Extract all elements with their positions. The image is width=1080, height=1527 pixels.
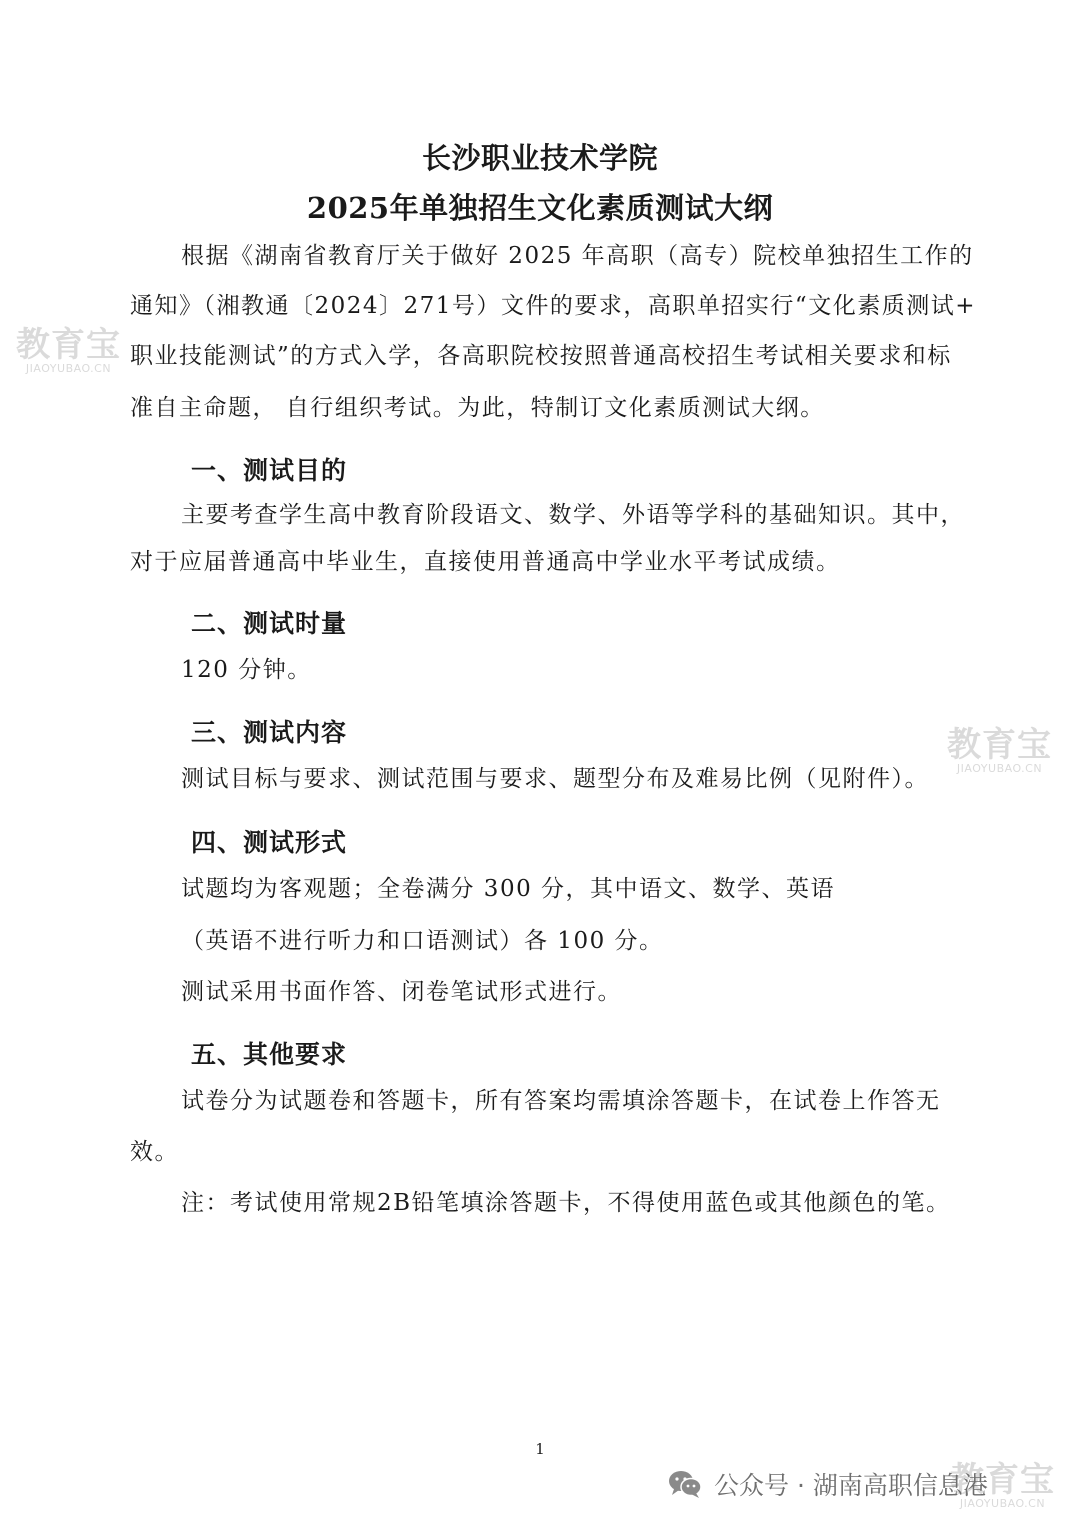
wechat-icon <box>668 1469 702 1499</box>
section-heading-purpose: 一、测试目的 <box>191 456 348 485</box>
intro-line: 职业技能测试”的方式入学，各高职院校按照普通高校招生考试相关要求和标 <box>130 343 952 369</box>
section-text: 对于应届普通高中毕业生，直接使用普通高中学业水平考试成绩。 <box>130 549 841 575</box>
section-text: 120 分钟。 <box>181 657 312 683</box>
document-title: 长沙职业技术学院 <box>421 141 658 175</box>
section-text: 试题均为客观题；全卷满分 300 分，其中语文、数学、英语 <box>181 876 836 902</box>
intro-line: 根据《湖南省教育厅关于做好 2025 年高职（高专）院校单独招生工作的 <box>181 243 974 269</box>
section-text: 测试采用书面作答、闭卷笔试形式进行。 <box>181 979 622 1005</box>
section-heading-format: 四、测试形式 <box>191 828 348 857</box>
wechat-account-footer <box>668 1462 988 1506</box>
document-subtitle: 2025年单独招生文化素质测试大纲 <box>306 191 774 225</box>
watermark-logo: 教育宝 JIAOYUBAO.CN <box>947 725 1052 775</box>
watermark-logo: 教育宝 JIAOYUBAO.CN <box>16 325 121 375</box>
section-heading-content: 三、测试内容 <box>191 718 348 747</box>
intro-line: 通知》（湘教通〔2024〕271号）文件的要求，高职单招实行“文化素质测试+ <box>130 293 976 319</box>
wechat-account-name: 公众号 · 湖南高职信息港 <box>714 1471 988 1500</box>
section-note: 注：考试使用常规2B铅笔填涂答题卡，不得使用蓝色或其他颜色的笔。 <box>181 1190 951 1216</box>
page-number: 1 <box>535 1440 545 1458</box>
intro-line: 准自主命题， 自行组织考试。为此，特制订文化素质测试大纲。 <box>130 395 825 421</box>
section-text: 测试目标与要求、测试范围与要求、题型分布及难易比例（见附件）。 <box>181 766 929 792</box>
watermark-logo: 教育宝 JIAOYUBAO.CN <box>950 1460 1055 1510</box>
section-heading-duration: 二、测试时量 <box>191 609 348 638</box>
section-text: 试卷分为试题卷和答题卡，所有答案均需填涂答题卡，在试卷上作答无 <box>181 1088 941 1114</box>
section-text: 效。 <box>130 1139 179 1165</box>
section-text: 主要考查学生高中教育阶段语文、数学、外语等学科的基础知识。其中， <box>181 502 965 528</box>
section-heading-other: 五、其他要求 <box>191 1040 348 1069</box>
section-text: （英语不进行听力和口语测试）各 100 分。 <box>181 928 664 954</box>
